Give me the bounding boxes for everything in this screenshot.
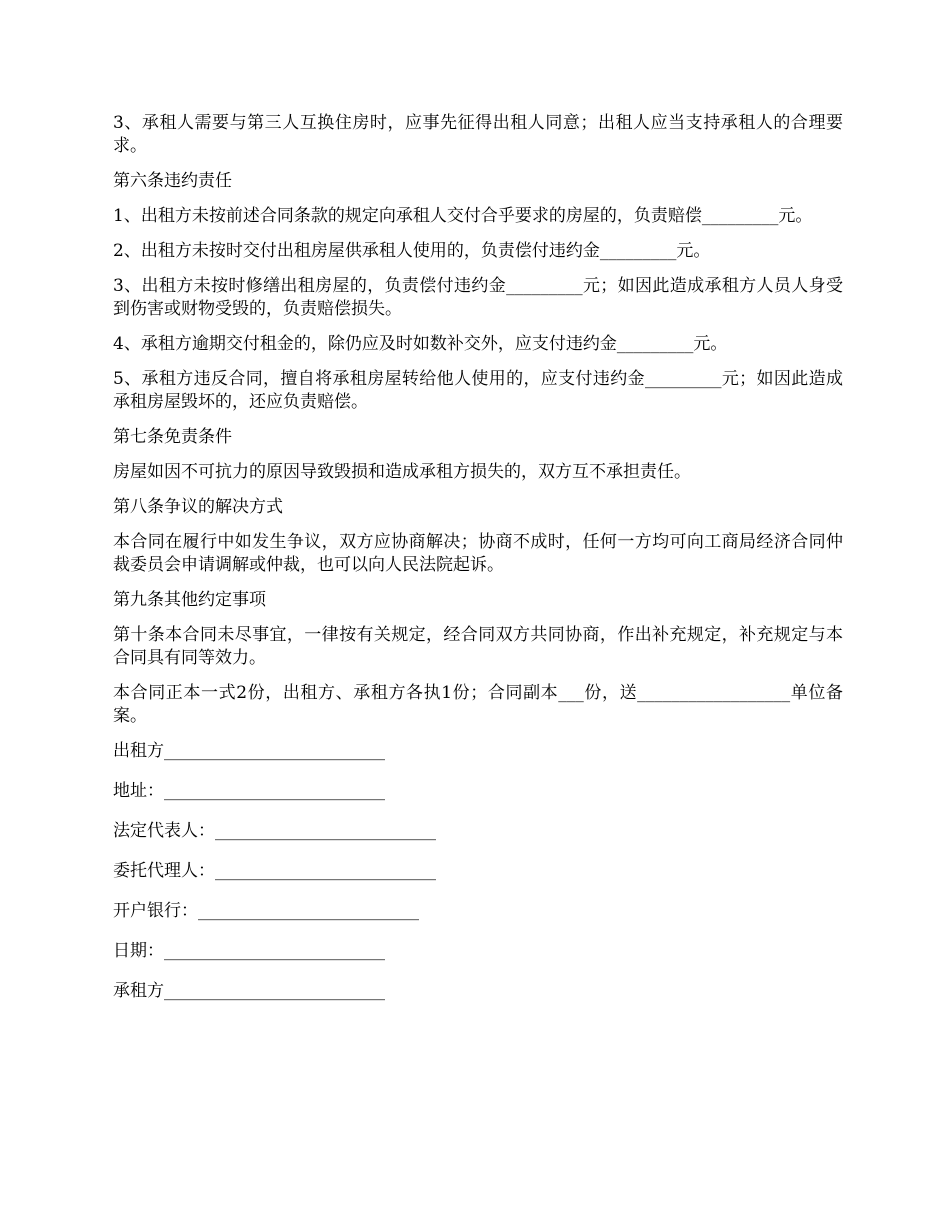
clause-exchange-housing: 3、承租人需要与第三人互换住房时，应事先征得出租人同意；出租人应当支持承租人的合理要求。: [113, 113, 843, 156]
lessor-signature-line: 出租方__________________________: [113, 741, 385, 761]
date-line: 日期：__________________________: [113, 941, 385, 961]
clause-6-2: 2、出租方未按时交付出租房屋供承租人使用的，负责偿付违约金_________元。: [113, 241, 711, 261]
article-8-heading: 第八条争议的解决方式: [113, 497, 283, 517]
clause-6-5: 5、承租方违反合同，擅自将承租房屋转给他人使用的，应支付违约金_________元；如因此造成承租房屋毁坏的，还应负责赔偿。: [113, 369, 843, 412]
bank-line: 开户银行：__________________________: [113, 901, 419, 921]
clause-6-3: 3、出租方未按时修缮出租房屋的，负责偿付违约金_________元；如因此造成承租方人员人身受到伤害或财物受毁的，负责赔偿损失。: [113, 276, 843, 319]
address-signature-line: 地址：__________________________: [113, 781, 385, 801]
clause-6-4: 4、承租方逾期交付租金的，除仍应及时如数补交外，应支付违约金_________元。: [113, 334, 728, 354]
legal-representative-line: 法定代表人：__________________________: [113, 821, 436, 841]
lessee-signature-line: 承租方__________________________: [113, 981, 385, 1001]
clause-6-1: 1、出租方未按前述合同条款的规定向承租人交付合乎要求的房屋的，负责赔偿_________元。: [113, 206, 813, 226]
article-10-text: 第十条本合同未尽事宜，一律按有关规定，经合同双方共同协商，作出补充规定，补充规定与本合同具有同等效力。: [113, 625, 843, 668]
article-7-text: 房屋如因不可抗力的原因导致毁损和造成承租方损失的，双方互不承担责任。: [113, 462, 691, 482]
article-7-heading: 第七条免责条件: [113, 427, 232, 447]
article-9-heading: 第九条其他约定事项: [113, 590, 266, 610]
article-6-heading: 第六条违约责任: [113, 171, 232, 191]
authorized-agent-line: 委托代理人：__________________________: [113, 861, 436, 881]
article-8-text: 本合同在履行中如发生争议，双方应协商解决；协商不成时，任何一方均可向工商局经济合同仲裁委员会申请调解或仲裁，也可以向人民法院起诉。: [113, 532, 843, 575]
document-page: [113, 112, 843, 1020]
copies-clause: 本合同正本一式2份，出租方、承租方各执1份；合同副本___份，送__________________单位备案。: [113, 683, 843, 726]
